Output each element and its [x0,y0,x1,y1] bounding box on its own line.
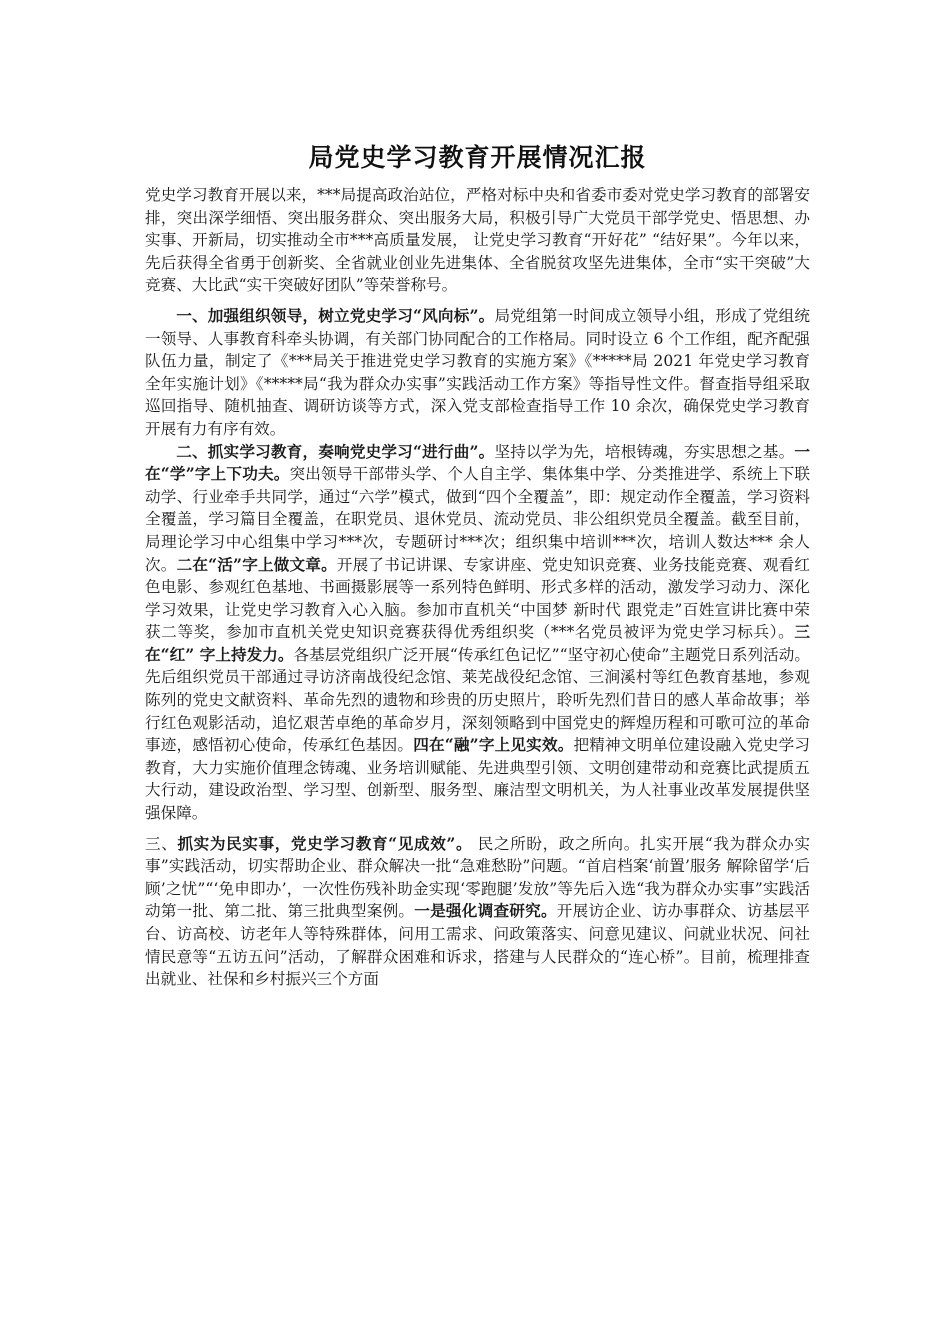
section-3-prefix: 三、 [145,834,178,853]
section-2-point-2-heading: 二在“活”字上做文章。 [176,554,337,574]
section-3-paragraph [145,833,810,991]
section-3-point-1-heading: 一是强化调查研究。 [414,901,557,921]
section-3-heading: 抓实为民实事，党史学习教育“见成效”。 [177,833,473,853]
section-2-point-1-heading: 一在“学”字上下功夫。 [145,441,810,484]
section-2-heading: 二、抓实学习教育，奏响党史学习“进行曲”。 [176,441,495,461]
section-1-paragraph [145,305,810,441]
section-3-point-1-body: 开展访企业、访办事群众、访基层平台、访高校、访老年人等特殊群体，问用工需求、问政策落实、问意见建议、问就业状况、问社情民意等“五访五问”活动，了解群众困难和诉求，搭建与人民群众的“连心桥”。目前，梳理排查出就业、社保和乡村振兴三个方面 [145,902,810,989]
intro-paragraph: 党史学习教育开展以来，***局提高政治站位，严格对标中央和省委市委对党史学习教育的部署安排，突出深学细悟、突出服务群众、突出服务大局，积极引导广大党员干部学党史、悟思想、办实事、开新局，切实推动全市***高质量发展， 让党史学习教育“开好花” “结好果”。今年以来，先后获得全省勇于创新奖、全省就业创业先进集体、全省脱贫攻坚先进集体，全市“实干突破”大竞赛、大比武“实干突破好团队”等荣誉称号。 [145,186,810,295]
section-2-point-2-body: 开展了书记讲课、专家讲座、党史知识竞赛、业务技能竞赛、观看红色电影、参观红色基地、书画摄影展等一系列特色鲜明、形式多样的活动，激发学习动力、深化学习效果，让党史学习教育入心入脑。参加市直机关“中国梦 新时代 跟党走”百姓宣讲比赛中荣获二等奖，参加市直机关党史知识竞赛获得优秀组织奖（***名党员被评为党史学习标兵）。 [145,555,810,642]
section-2-point-4-heading: 四在“融”字上见实效。 [413,735,574,755]
document-title: 局党史学习教育开展情况汇报 [308,143,647,172]
section-2-paragraph [145,441,810,825]
section-1-body: 局党组第一时间成立领导小组，形成了党组统一领导、人事教育科牵头协调，有关部门协同配合的工作格局。同时设立 6 个工作组，配齐配强队伍力量，制定了《***局关于推进党史学习教育的实施方案》《*****局 2021 年党史学习教育全年实施计划》《*****局“我为群众办实事”实践活动工作方案》等指导性文件。督查指导组采取巡回指导、随机抽查、调研访谈等方式，深入党支部检查指导工作 10 余次，确保党史学习教育开展有力有序有效。 [145,306,810,438]
section-2-lead: 坚持以学为先，培根铸魂，夯实思想之基。 [494,442,795,461]
section-2-point-1-body: 突出领导干部带头学、个人自主学、集体集中学、分类推进学、系统上下联动学、行业牵手共同学，通过“六学”模式，做到“四个全覆盖”，即：规定动作全覆盖，学习资料全覆盖，学习篇目全覆盖，在职党员、退休党员、流动党员、非公组织党员全覆盖。截至目前，局理论学习中心组集中学习***次，专题研讨***次；组织集中培训***次，培训人数达*** 余人次。 [145,465,810,574]
paragraph-gap [145,825,810,833]
section-3-body: 民之所盼，政之所向。扎实开展“我为群众办实事”实践活动，切实帮助企业、群众解决一批“急难愁盼”问题。“首启档案‘前置’服务 解除留学‘后顾’之忧”“‘免申即办’，一次性伤残补助金实现‘零跑腿’发放”等先后入选“我为群众办实事”实践活动第一批、第二批、第三批典型案例。 [145,834,810,921]
document-page [145,138,810,991]
section-2-point-3-heading: 三在“红” 字上持发力。 [145,622,810,664]
section-2-point-3-body: 各基层党组织广泛开展“传承红色记忆”“坚守初心使命”主题党日系列活动。先后组织党员干部通过寻访济南战役纪念馆、莱芜战役纪念馆、三涧溪村等红色教育基地，参观陈列的党史文献资料、革命先烈的遗物和珍贵的历史照片，聆听先烈们昔日的感人革命故事；举行红色观影活动，追忆艰苦卓绝的革命岁月，深刻领略到中国党史的辉煌历程和可歌可泣的革命事迹，感悟初心使命，传承红色基因。 [145,645,811,755]
paragraph-gap [145,297,810,305]
section-2-point-4-body: 把精神文明单位建设融入党史学习教育，大力实施价值理念铸魂、业务培训赋能、先进典型引领、文明创建带动和竞赛比武提质五大行动，建设政治型、学习型、创新型、服务型、廉洁型文明机关，为人社事业改革发展提供坚强保障。 [145,736,810,823]
section-1-heading: 一、加强组织领导，树立党史学习“风向标”。 [176,305,495,325]
